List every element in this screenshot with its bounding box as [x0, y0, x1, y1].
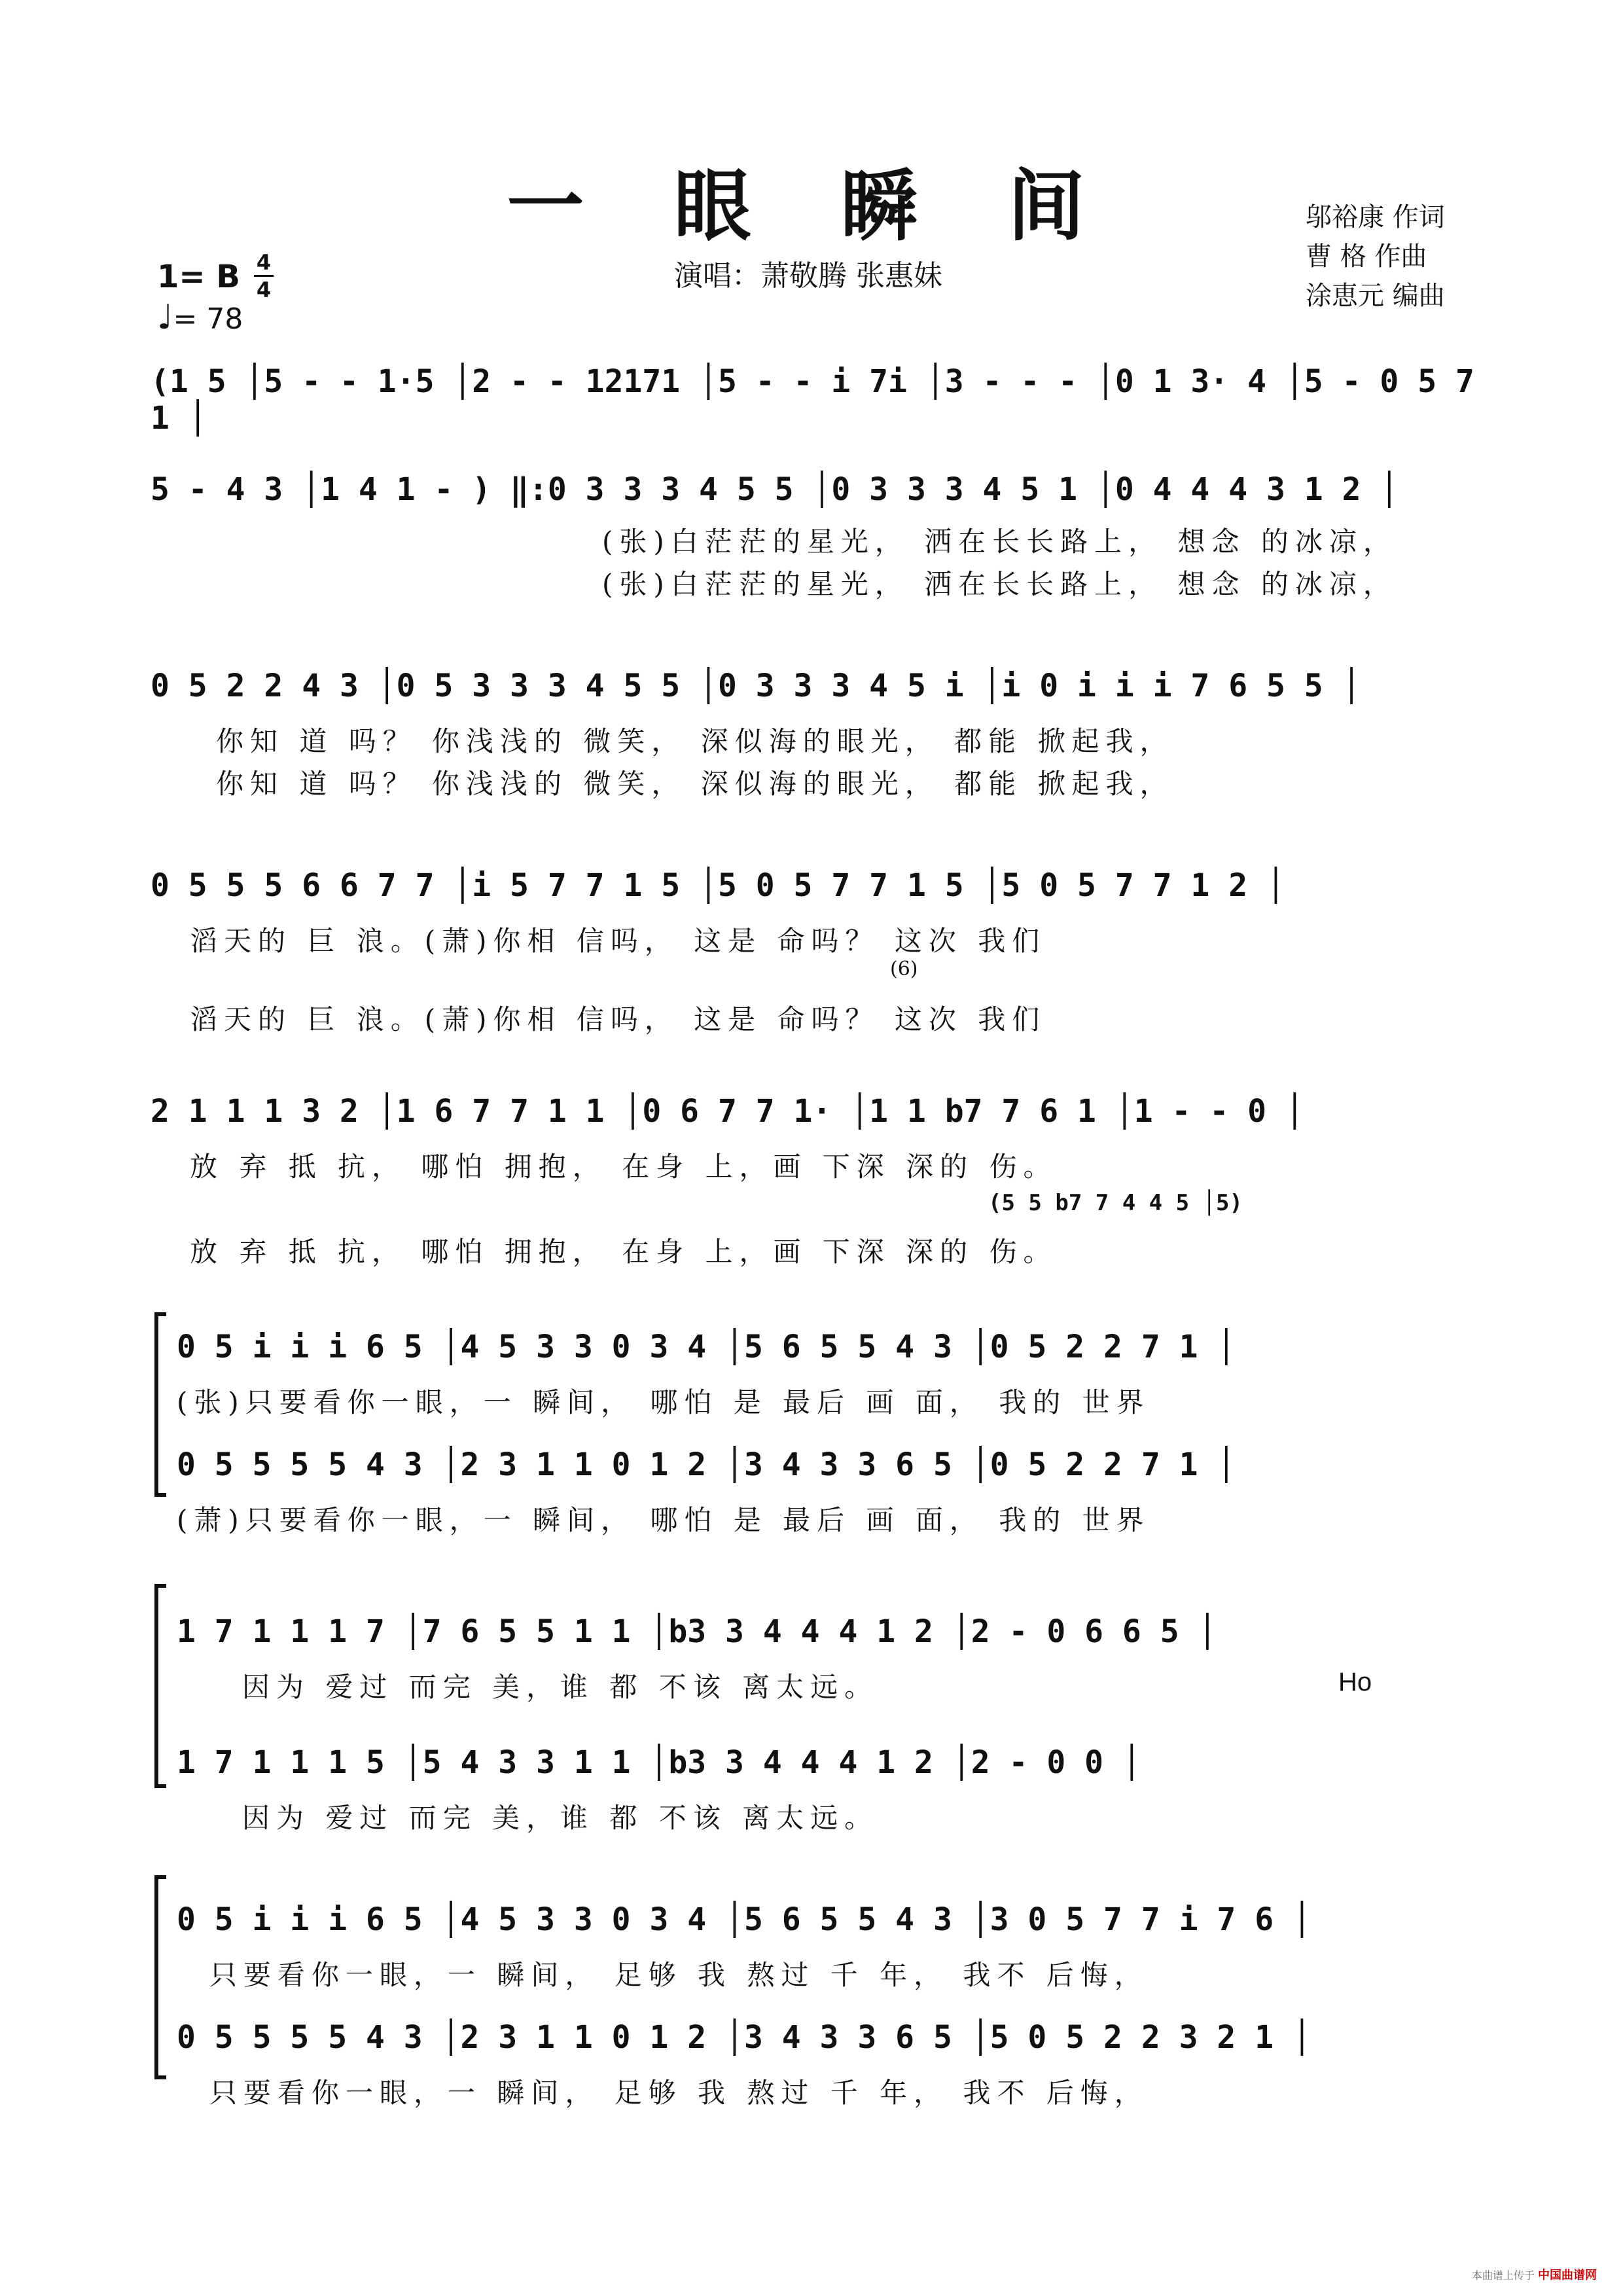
lyric-row-2-verse-2: (张)白茫茫的星光， 洒在长长路上， 想念 的冰凉，	[602, 568, 1397, 600]
lyric-row-4-verse-1: 滔天的 巨 浪。(萧)你相 信吗， 这是 命吗？ 这次 我们	[190, 925, 1046, 957]
time-signature-line	[254, 275, 274, 277]
staff-row-4: 0 5 5 5 6 6 7 7 │i 5 7 7 1 5 │5 0 5 7 7 1 5 │5 0 5 7 7 1 2 │	[151, 867, 1285, 904]
staff-row-6-voice-1: 0 5 i i i 6 5 │4 5 3 3 0 3 4 │5 6 5 5 4 3 │0 5 2 2 7 1 │	[177, 1329, 1236, 1365]
lyric-row-3-verse-1: 你知 道 吗？ 你浅浅的 微笑， 深似海的眼光， 都能 掀起我，	[216, 725, 1174, 757]
site-logo-text: 中国曲谱网	[1538, 2269, 1597, 2282]
singers-credit: 演唱：萧敬腾 张惠妹	[674, 259, 942, 293]
staff-row-7-voice-2: 1 7 1 1 1 5 │5 4 3 3 1 1 │b3 3 4 4 4 1 2 │2 - 0 0 │	[177, 1744, 1141, 1781]
lyric-row-8-voice-2: 只要看你一眼，一 瞬间， 足够 我 熬过 千 年， 我不 后悔，	[209, 2077, 1149, 2109]
lyric-row-3-verse-2: 你知 道 吗？ 你浅浅的 微笑， 深似海的眼光， 都能 掀起我，	[216, 768, 1174, 800]
staff-row-7-voice-1: 1 7 1 1 1 7 │7 6 5 5 1 1 │b3 3 4 4 4 1 2 │2 - 0 6 6 5 │	[177, 1613, 1217, 1650]
staff-row-2: 5 - 4 3 │1 4 1 - ) ‖:0 3 3 3 4 5 5 │0 3 3 3 4 5 1 │0 4 4 4 3 1 2 │	[151, 471, 1399, 508]
upload-footer	[1472, 2266, 1597, 2283]
staff-row-8-voice-1: 0 5 i i i 6 5 │4 5 3 3 0 3 4 │5 6 5 5 4 3 │3 0 5 7 7 i 7 6 │	[177, 1901, 1311, 1938]
arranger-credit: 涂恵元 编曲	[1306, 281, 1445, 311]
footer-text: 本曲谱上传于	[1471, 2269, 1535, 2282]
tempo-marking	[157, 298, 243, 337]
tempo-value: = 78	[173, 302, 243, 336]
alternate-note-marking: (6)	[890, 958, 918, 980]
staff-row-1: (1 5 │5 - - 1·5 │2 - - 12171 │5 - - i 7i │3 - - - │0 1 3· 4 │5 - 0 5 7 1 │	[151, 363, 1474, 437]
lyric-row-7-voice-1: 因为 爱过 而完 美，谁 都 不该 离太远。	[242, 1671, 879, 1703]
key-signature: 1= B	[157, 259, 240, 295]
lyric-row-8-voice-1: 只要看你一眼，一 瞬间， 足够 我 熬过 千 年， 我不 后悔，	[209, 1959, 1149, 1991]
staff-row-8-voice-2: 0 5 5 5 5 4 3 │2 3 1 1 0 1 2 │3 4 3 3 6 5 │5 0 5 2 2 3 2 1 │	[177, 2019, 1311, 2056]
lyricist-credit: 邬裕康 作词	[1306, 202, 1445, 232]
staff-row-6-voice-2: 0 5 5 5 5 4 3 │2 3 1 1 0 1 2 │3 4 3 3 6 5 │0 5 2 2 7 1 │	[177, 1446, 1236, 1483]
lyric-row-6-voice-1: (张)只要看你一眼，一 瞬间， 哪怕 是 最后 画 面， 我的 世界	[177, 1386, 1150, 1418]
lyric-row-7-voice-2: 因为 爱过 而完 美，谁 都 不该 离太远。	[242, 1802, 879, 1834]
lyric-row-2-verse-1: (张)白茫茫的星光， 洒在长长路上， 想念 的冰凉，	[602, 526, 1397, 558]
alternate-notes-row-5: (5 5 b7 7 4 4 5 │5)	[988, 1190, 1243, 1216]
time-signature-bottom: 4	[256, 278, 272, 302]
lyric-row-5-verse-2: 放 弃 抵 抗， 哪怕 拥抱， 在身 上，画 下深 深的 伤。	[190, 1236, 1058, 1268]
staff-row-5: 2 1 1 1 3 2 │1 6 7 7 1 1 │0 6 7 7 1· │1 1 b7 7 6 1 │1 - - 0 │	[151, 1093, 1304, 1130]
quarter-note-icon: ♩	[157, 298, 173, 337]
lyric-row-4-verse-2: 滔天的 巨 浪。(萧)你相 信吗， 这是 命吗？ 这次 我们	[190, 1003, 1046, 1035]
lyric-row-5-verse-1: 放 弃 抵 抗， 哪怕 拥抱， 在身 上，画 下深 深的 伤。	[190, 1151, 1058, 1183]
staff-row-3: 0 5 2 2 4 3 │0 5 3 3 3 4 5 5 │0 3 3 3 4 5 i │i 0 i i i 7 6 5 5 │	[151, 668, 1361, 704]
ho-vocalise: Ho	[1338, 1668, 1372, 1696]
time-signature-top: 4	[256, 250, 272, 275]
score-title: 一 眼 瞬 间	[507, 160, 1116, 251]
lyric-row-6-voice-2: (萧)只要看你一眼，一 瞬间， 哪怕 是 最后 画 面， 我的 世界	[177, 1504, 1150, 1536]
composer-credit: 曹 格 作曲	[1306, 242, 1427, 272]
